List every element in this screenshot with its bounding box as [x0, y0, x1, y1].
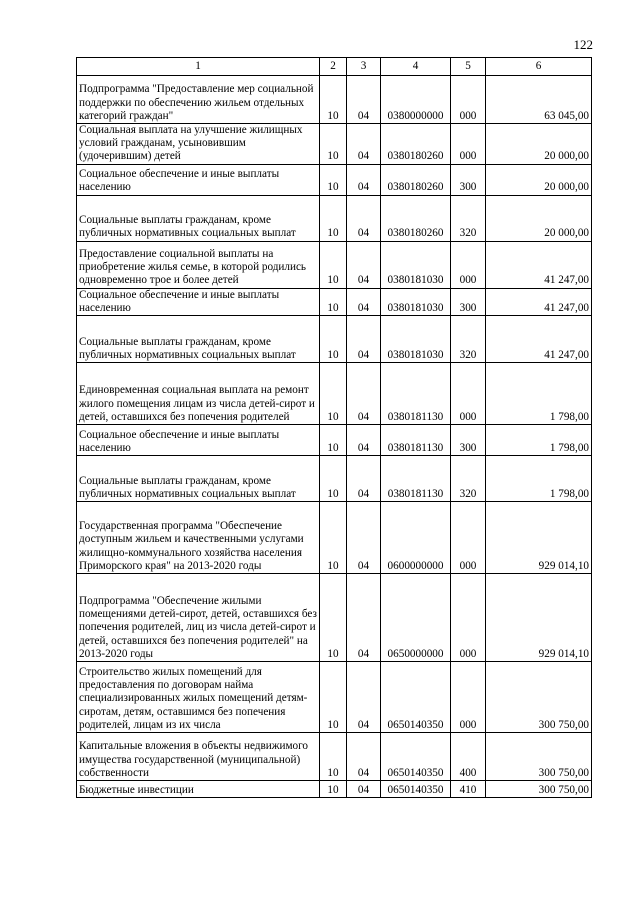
target-article-code: 0650140350 [381, 781, 451, 798]
target-article-code: 0380181130 [381, 363, 451, 425]
amount: 63 045,00 [486, 76, 592, 124]
table-row [77, 733, 592, 781]
table-row [77, 164, 592, 195]
subsection-code: 04 [347, 124, 381, 165]
amount: 41 247,00 [486, 316, 592, 363]
row-name: Государственная программа "Обеспечение доступным жильем и качественными услугами жилищно-коммунального хозяйства населения Приморского края" на 2013-2020 годы [77, 502, 320, 574]
amount: 20 000,00 [486, 164, 592, 195]
subsection-code: 04 [347, 241, 381, 288]
amount: 929 014,10 [486, 502, 592, 574]
amount: 300 750,00 [486, 781, 592, 798]
amount: 20 000,00 [486, 124, 592, 165]
subsection-code: 04 [347, 662, 381, 733]
section-code: 10 [320, 502, 347, 574]
target-article-code: 0380180260 [381, 124, 451, 165]
row-name: Подпрограмма "Обеспечение жилыми помещениями детей-сирот, детей, оставшихся без попечения родителей, лиц из числа детей-сирот и детей, оставшихся без попечения родителей" на 2013-2020 годы [77, 574, 320, 662]
target-article-code: 0600000000 [381, 502, 451, 574]
section-code: 10 [320, 164, 347, 195]
row-name: Капитальные вложения в объекты недвижимого имущества государственной (муниципальной) собственности [77, 733, 320, 781]
column-header-5: 5 [451, 58, 486, 76]
subsection-code: 04 [347, 733, 381, 781]
target-article-code: 0380181130 [381, 425, 451, 456]
section-code: 10 [320, 574, 347, 662]
section-code: 10 [320, 288, 347, 315]
amount: 1 798,00 [486, 425, 592, 456]
expense-type-code: 320 [451, 195, 486, 241]
subsection-code: 04 [347, 363, 381, 425]
subsection-code: 04 [347, 425, 381, 456]
expense-type-code: 000 [451, 363, 486, 425]
expense-type-code: 000 [451, 502, 486, 574]
row-name: Бюджетные инвестиции [77, 781, 320, 798]
column-header-2: 2 [320, 58, 347, 76]
amount: 1 798,00 [486, 363, 592, 425]
expense-type-code: 300 [451, 164, 486, 195]
table-row [77, 456, 592, 502]
amount: 929 014,10 [486, 574, 592, 662]
row-name: Социальные выплаты гражданам, кроме публичных нормативных социальных выплат [77, 316, 320, 363]
subsection-code: 04 [347, 456, 381, 502]
column-header-4: 4 [381, 58, 451, 76]
target-article-code: 0380181030 [381, 288, 451, 315]
target-article-code: 0650000000 [381, 574, 451, 662]
section-code: 10 [320, 195, 347, 241]
section-code: 10 [320, 456, 347, 502]
target-article-code: 0380181030 [381, 316, 451, 363]
section-code: 10 [320, 662, 347, 733]
row-name: Социальная выплата на улучшение жилищных условий гражданам, усыновившим (удочерившим) детей [77, 124, 320, 165]
table-header-row [77, 58, 592, 76]
subsection-code: 04 [347, 76, 381, 124]
row-name: Социальное обеспечение и иные выплаты населению [77, 164, 320, 195]
amount: 1 798,00 [486, 456, 592, 502]
table-row [77, 425, 592, 456]
section-code: 10 [320, 733, 347, 781]
row-name: Социальные выплаты гражданам, кроме публичных нормативных социальных выплат [77, 456, 320, 502]
section-code: 10 [320, 124, 347, 165]
subsection-code: 04 [347, 195, 381, 241]
page-number: 122 [573, 37, 593, 52]
table-row [77, 502, 592, 574]
section-code: 10 [320, 241, 347, 288]
expense-type-code: 000 [451, 241, 486, 288]
row-name: Единовременная социальная выплата на ремонт жилого помещения лицам из числа детей-сирот и детей, оставшихся без попечения родителей [77, 363, 320, 425]
target-article-code: 0380180260 [381, 195, 451, 241]
row-name: Строительство жилых помещений для предоставления по договорам найма специализированных жилых помещений детям-сиротам, детям, оставшимся без попечения родителей, лицам из их числа [77, 662, 320, 733]
section-code: 10 [320, 425, 347, 456]
table-row [77, 124, 592, 165]
table-row [77, 574, 592, 662]
expense-type-code: 320 [451, 316, 486, 363]
table-row [77, 241, 592, 288]
table-row [77, 662, 592, 733]
expense-type-code: 000 [451, 574, 486, 662]
budget-table [76, 57, 592, 798]
section-code: 10 [320, 316, 347, 363]
row-name: Социальное обеспечение и иные выплаты населению [77, 288, 320, 315]
target-article-code: 0380181030 [381, 241, 451, 288]
subsection-code: 04 [347, 164, 381, 195]
subsection-code: 04 [347, 288, 381, 315]
expense-type-code: 300 [451, 288, 486, 315]
target-article-code: 0380180260 [381, 164, 451, 195]
subsection-code: 04 [347, 316, 381, 363]
expense-type-code: 300 [451, 425, 486, 456]
subsection-code: 04 [347, 574, 381, 662]
amount: 41 247,00 [486, 288, 592, 315]
row-name: Социальное обеспечение и иные выплаты населению [77, 425, 320, 456]
target-article-code: 0650140350 [381, 733, 451, 781]
expense-type-code: 400 [451, 733, 486, 781]
expense-type-code: 410 [451, 781, 486, 798]
row-name: Подпрограмма "Предоставление мер социальной поддержки по обеспечению жильем отдельных категорий граждан" [77, 76, 320, 124]
section-code: 10 [320, 781, 347, 798]
amount: 300 750,00 [486, 662, 592, 733]
column-header-3: 3 [347, 58, 381, 76]
expense-type-code: 000 [451, 76, 486, 124]
target-article-code: 0650140350 [381, 662, 451, 733]
table-row [77, 781, 592, 798]
row-name: Предоставление социальной выплаты на приобретение жилья семье, в которой родились одновременно трое и более детей [77, 241, 320, 288]
column-header-6: 6 [486, 58, 592, 76]
amount: 300 750,00 [486, 733, 592, 781]
amount: 20 000,00 [486, 195, 592, 241]
row-name: Социальные выплаты гражданам, кроме публичных нормативных социальных выплат [77, 195, 320, 241]
section-code: 10 [320, 76, 347, 124]
table-row [77, 316, 592, 363]
expense-type-code: 320 [451, 456, 486, 502]
section-code: 10 [320, 363, 347, 425]
subsection-code: 04 [347, 781, 381, 798]
table-row [77, 363, 592, 425]
table-row [77, 76, 592, 124]
table-row [77, 195, 592, 241]
expense-type-code: 000 [451, 124, 486, 165]
target-article-code: 0380181130 [381, 456, 451, 502]
subsection-code: 04 [347, 502, 381, 574]
amount: 41 247,00 [486, 241, 592, 288]
column-header-1: 1 [77, 58, 320, 76]
table-row [77, 288, 592, 315]
target-article-code: 0380000000 [381, 76, 451, 124]
expense-type-code: 000 [451, 662, 486, 733]
